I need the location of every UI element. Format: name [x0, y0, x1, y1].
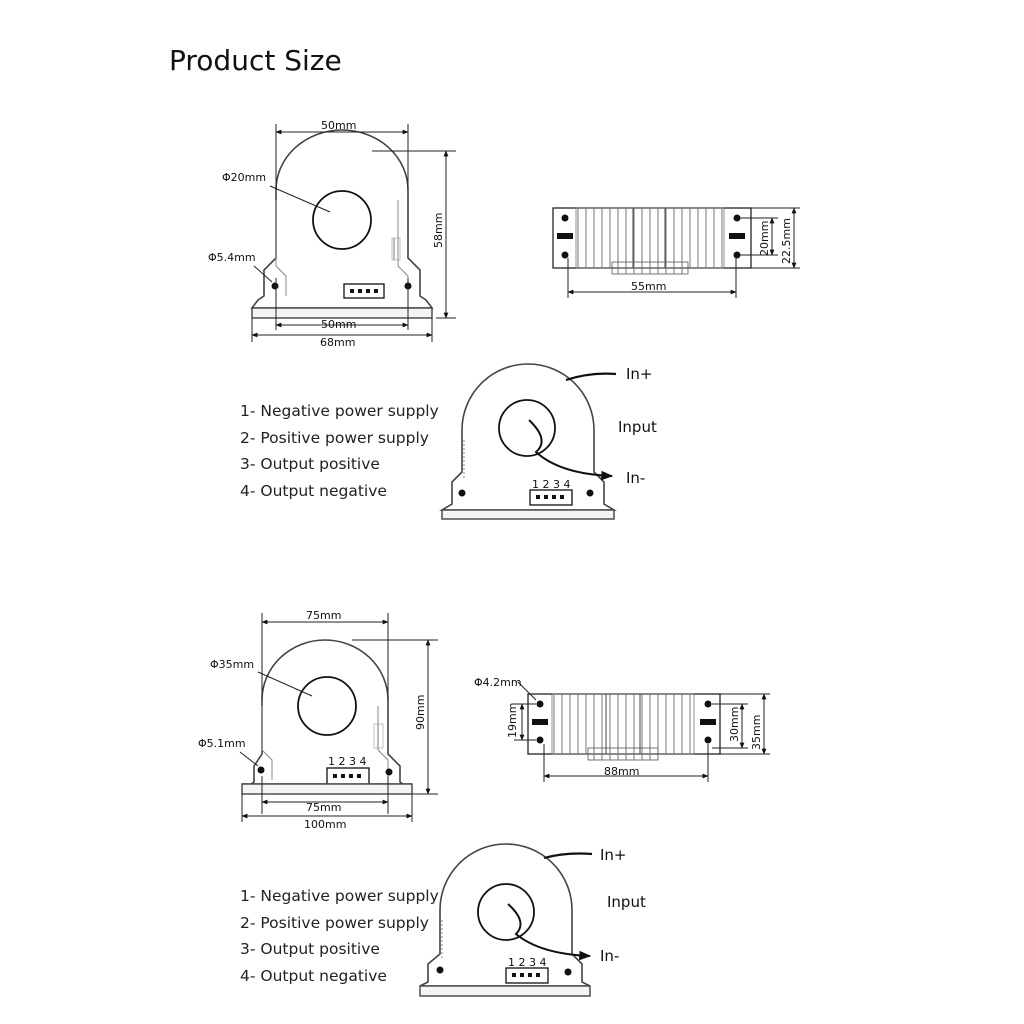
- pin-numbers-a: 1 2 3 4: [532, 478, 571, 491]
- model-b-side-hole: Φ4.2mm: [474, 676, 522, 689]
- model-b-front-view: [198, 609, 438, 831]
- legend-item: 3- Output positive: [240, 940, 380, 959]
- model-b-top-width: 75mm: [306, 609, 342, 622]
- in-plus-label-b: In+: [600, 846, 627, 864]
- pin-numbers-b: 1 2 3 4: [508, 956, 547, 969]
- model-b-wiring-view: [420, 844, 646, 996]
- model-b-side-pin-spacing: 19mm: [506, 702, 519, 738]
- model-a-side-pin-spacing: 20mm: [758, 220, 771, 256]
- model-b-hole-diameter: Φ35mm: [210, 658, 255, 671]
- model-b-side-inner-height: 30mm: [728, 706, 741, 742]
- model-b-side-length: 88mm: [604, 765, 640, 778]
- in-plus-label-a: In+: [626, 365, 653, 383]
- model-a-wiring-view: [442, 364, 657, 519]
- pin-legend-a: [240, 398, 439, 505]
- model-b-base-inner: 75mm: [306, 801, 342, 814]
- model-a-side-height: 22.5mm: [780, 218, 793, 264]
- legend-item: 4- Output negative: [240, 967, 387, 986]
- model-a-side-view: [553, 208, 800, 298]
- in-minus-label-a: In-: [626, 469, 646, 487]
- model-a-base-total: 68mm: [320, 336, 356, 349]
- model-a-side-length: 55mm: [631, 280, 667, 293]
- model-a-front-view: [208, 119, 456, 349]
- page-title: Product Size: [169, 44, 342, 77]
- model-b-side-height: 35mm: [750, 714, 763, 750]
- legend-item: 4- Output negative: [240, 482, 387, 501]
- model-a-mount-hole: Φ5.4mm: [208, 251, 256, 264]
- legend-item: 2- Positive power supply: [240, 913, 429, 932]
- model-b-height: 90mm: [414, 694, 427, 730]
- legend-item: 1- Negative power supply: [240, 402, 439, 420]
- model-a-hole-diameter: Φ20mm: [222, 171, 267, 184]
- model-a-top-width: 50mm: [321, 119, 357, 132]
- model-b-mount-hole: Φ5.1mm: [198, 737, 246, 750]
- in-minus-label-b: In-: [600, 947, 620, 965]
- model-a-height: 58mm: [432, 212, 445, 248]
- pin-numbers-b-front: 1 2 3 4: [328, 755, 367, 768]
- legend-item: 3- Output positive: [240, 455, 380, 474]
- input-label-b: Input: [607, 893, 646, 911]
- pin-legend-b: [240, 883, 439, 990]
- legend-item: 2- Positive power supply: [240, 428, 429, 447]
- model-b-base-total: 100mm: [304, 818, 347, 831]
- legend-item: 1- Negative power supply: [240, 887, 439, 905]
- input-label-a: Input: [618, 418, 657, 436]
- model-a-base-inner: 50mm: [321, 318, 357, 331]
- model-b-side-view: [474, 676, 770, 782]
